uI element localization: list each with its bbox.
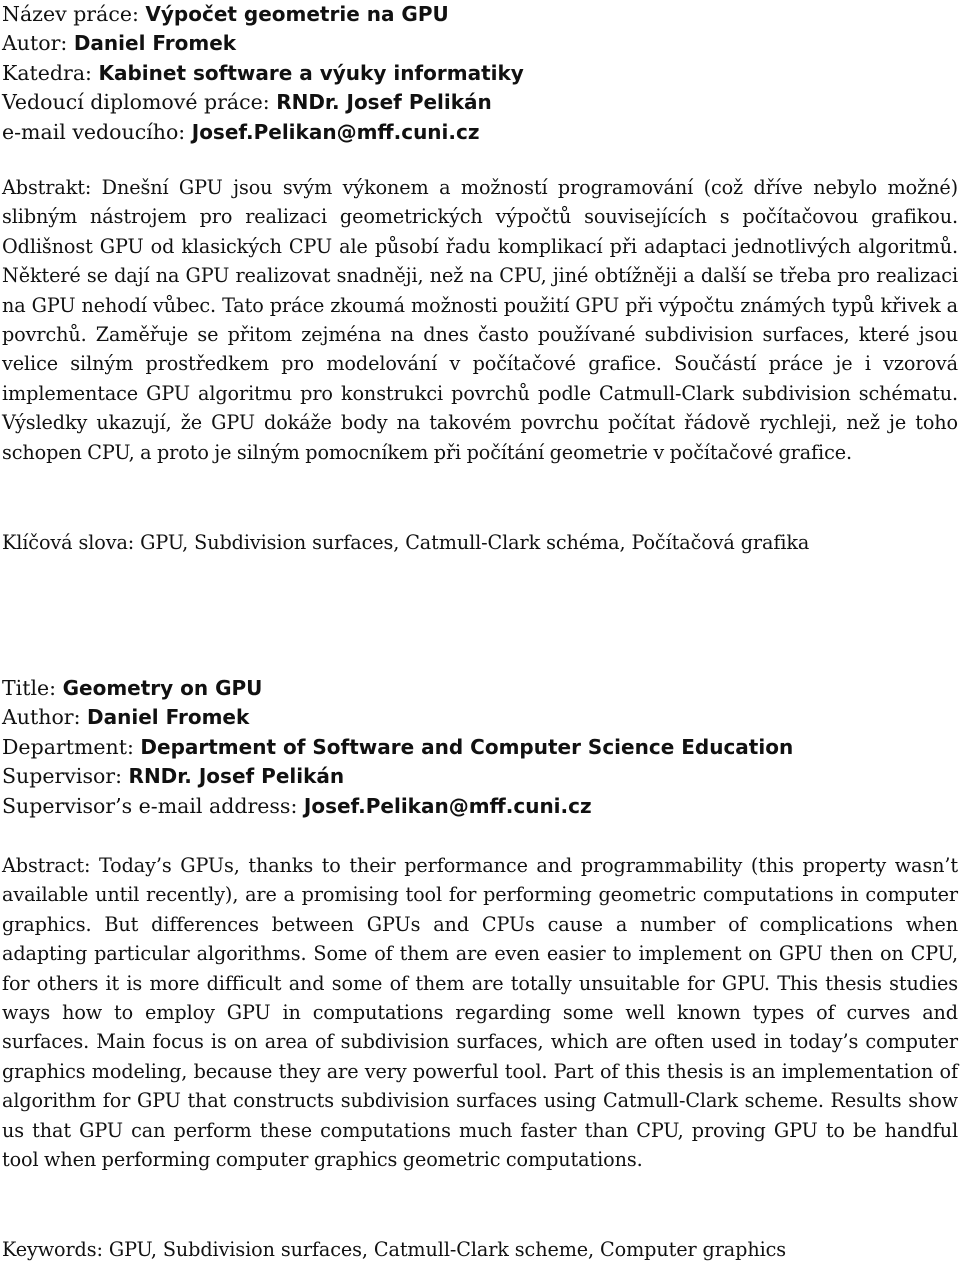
meta-title	[2, 674, 958, 703]
abstract-text: Dnešní GPU jsou svým výkonem a možností programování (což dříve nebylo možné) slibným nástrojem pro realizaci geometrických výpočtů souvisejících s počítačovou grafikou. Odlišnost GPU od klasických CPU ale působí řadu komplikací při adaptaci jednotlivých algoritmů. Některé se dají na GPU realizovat snadněji, než na CPU, jiné obtížněji a další se třeba pro realizaci na GPU nehodí vůbec. Tato práce zkoumá možnosti použití GPU při výpočtu známých typů křivek a povrchů. Zaměřuje se přitom zejména na dnes často používané subdivision surfaces, které jsou velice silným prostředkem pro modelování v počítačové grafice. Součástí práce je i vzorová implementace GPU algoritmu pro konstrukci povrchů podle Catmull-Clark subdivision schématu. Výsledky ukazují, že GPU dokáže body na takovém povrchu počítat řádově rychleji, než je toho schopen CPU, a proto je silným pomocníkem při počítání geometrie v počítačové grafice.	[2, 176, 959, 464]
meta-label: Název práce:	[2, 2, 139, 26]
meta-label: Vedoucí diplomové práce:	[2, 90, 270, 115]
meta-email	[2, 792, 958, 821]
meta-label: Supervisor’s e-mail address:	[2, 793, 298, 818]
meta-label: Department:	[2, 734, 134, 759]
meta-title	[2, 0, 958, 29]
meta-value: Josef.Pelikan@mff.cuni.cz	[303, 793, 592, 818]
meta-department	[2, 59, 958, 88]
meta-label: Title:	[2, 676, 57, 700]
meta-value: Geometry on GPU	[62, 676, 263, 700]
meta-value: RNDr. Josef Pelikán	[276, 90, 492, 115]
meta-label: Katedra:	[2, 60, 92, 85]
english-metadata	[2, 674, 958, 821]
abstract-text: Today’s GPUs, thanks to their performance and programmability (this property wasn’t available until recently), are a promising tool for performing geometric computations in computer graphics. But differences between GPUs and CPUs cause a number of complications when adapting particular algorithms. Some of them are even easier to implement on GPU then on CPU, for others it is more difficult and some of them are totally unsuitable for GPU. This thesis studies ways how to employ GPU in computations regarding some well known types of curves and surfaces. Main focus is on area of subdivision surfaces, which are often used in today’s computer graphics modeling, because they are very powerful tool. Part of this thesis is an implementation of algorithm for GPU that constructs subdivision surfaces using Catmull-Clark scheme. Results show us that GPU can perform these computations much faster than CPU, proving GPU to be handful tool when performing computer graphics geometric computations.	[2, 854, 958, 1172]
meta-value: Department of Software and Computer Science Education	[140, 734, 794, 759]
meta-email	[2, 118, 958, 147]
meta-label: e-mail vedoucího:	[2, 119, 186, 144]
meta-value: Kabinet software a výuky informatiky	[98, 60, 524, 85]
meta-value: RNDr. Josef Pelikán	[128, 764, 345, 789]
keywords-text: GPU, Subdivision surfaces, Catmull-Clark schéma, Počítačová grafika	[140, 531, 810, 554]
meta-value: Výpočet geometrie na GPU	[145, 2, 449, 26]
abstract-label: Abstract:	[2, 854, 91, 877]
meta-label: Author:	[2, 705, 81, 730]
meta-supervisor	[2, 762, 958, 791]
meta-value: Daniel Fromek	[73, 31, 237, 56]
meta-value: Daniel Fromek	[87, 705, 250, 730]
keywords-text: GPU, Subdivision surfaces, Catmull-Clark scheme, Computer graphics	[108, 1238, 787, 1261]
meta-value: Josef.Pelikan@mff.cuni.cz	[191, 119, 480, 144]
czech-keywords	[2, 528, 958, 557]
meta-supervisor	[2, 88, 958, 117]
meta-department	[2, 733, 958, 762]
czech-metadata	[2, 0, 958, 147]
meta-author	[2, 703, 958, 732]
abstract-label: Abstrakt:	[2, 176, 92, 199]
english-abstract	[2, 851, 958, 1174]
keywords-label: Keywords:	[2, 1238, 103, 1261]
meta-label: Autor:	[2, 31, 68, 56]
meta-label: Supervisor:	[2, 764, 123, 789]
meta-author	[2, 29, 958, 58]
english-keywords	[2, 1235, 958, 1264]
keywords-label: Klíčová slova:	[2, 531, 135, 554]
czech-abstract	[2, 173, 958, 467]
